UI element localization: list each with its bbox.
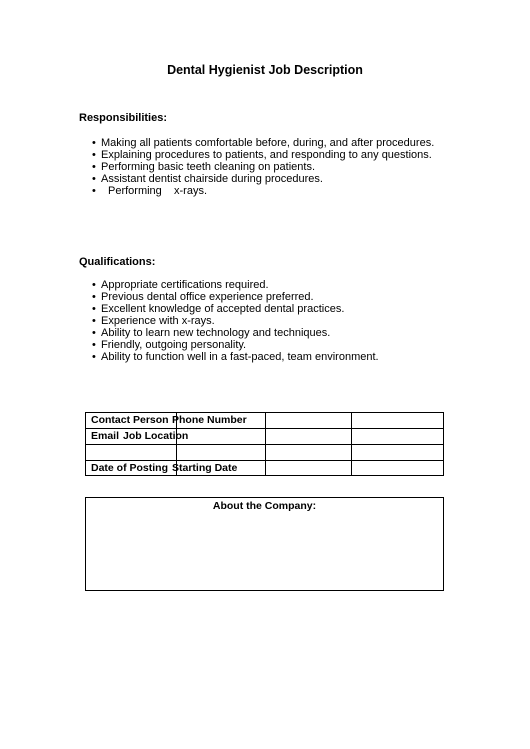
list-item: • Ability to learn new technology and techniques. (92, 327, 379, 339)
list-item: • Experience with x-rays. (92, 315, 379, 327)
phone-number-label: Phone Number (172, 414, 247, 426)
list-item: • Previous dental office experience preferred. (92, 291, 379, 303)
job-location-label: Job Location (123, 430, 189, 442)
table-divider (265, 413, 266, 475)
list-item: • Performing x-rays. (92, 185, 434, 197)
list-item: • Excellent knowledge of accepted dental practices. (92, 303, 379, 315)
date-of-posting-label: Date of Posting (91, 462, 169, 474)
email-label: Email (91, 430, 120, 442)
list-item: • Explaining procedures to patients, and responding to any questions. (92, 149, 434, 161)
qualifications-list (92, 279, 379, 363)
page-title: Dental Hygienist Job Description (167, 63, 363, 77)
list-item: • Friendly, outgoing personality. (92, 339, 379, 351)
responsibilities-list (92, 137, 434, 197)
contact-person-label: Contact Person (91, 414, 169, 426)
table-divider (351, 413, 352, 475)
list-item: • Assistant dentist chairside during procedures. (92, 173, 434, 185)
list-item: • Ability to function well in a fast-paced, team environment. (92, 351, 379, 363)
responsibilities-heading: Responsibilities: (79, 112, 168, 124)
about-company-box (85, 497, 444, 591)
starting-date-label: Starting Date (172, 462, 238, 474)
list-item: • Performing basic teeth cleaning on patients. (92, 161, 434, 173)
job-info-table (85, 412, 444, 476)
list-item: • Appropriate certifications required. (92, 279, 379, 291)
about-company-heading: About the Company: (212, 500, 317, 512)
list-item: • Making all patients comfortable before, during, and after procedures. (92, 137, 434, 149)
qualifications-heading: Qualifications: (79, 256, 156, 268)
